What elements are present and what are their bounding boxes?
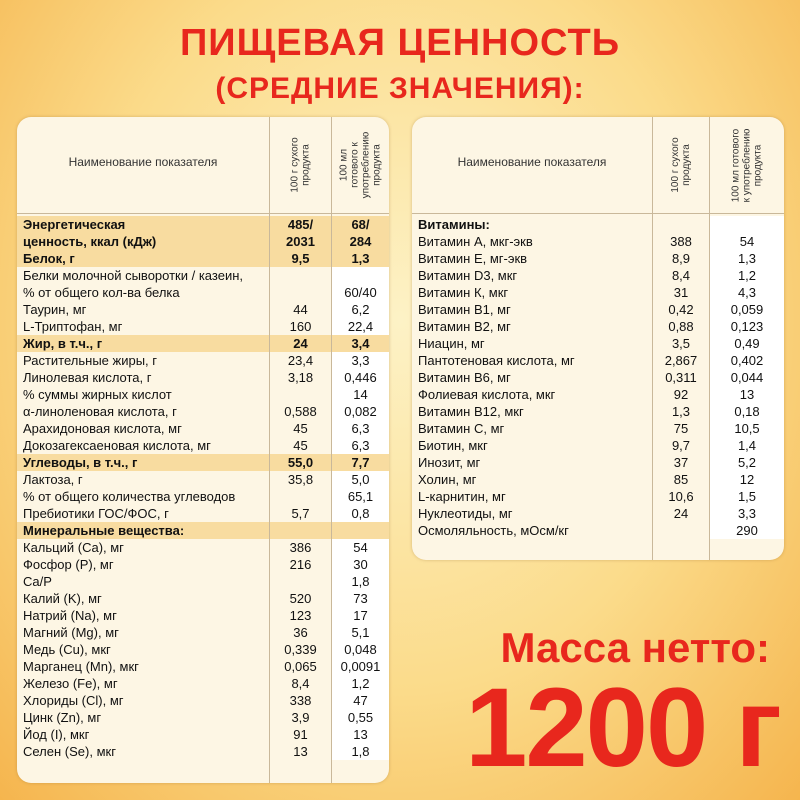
- row-label: Белки молочной сыворотки / казеин,: [23, 268, 243, 283]
- table-header: [412, 117, 784, 213]
- value-ready: 7,7: [351, 455, 370, 470]
- row-label: Витамин В6, мг: [418, 370, 511, 385]
- value-ready: 60/40: [344, 285, 377, 300]
- value-ready: 0,059: [730, 302, 764, 317]
- value-ready: 5,2: [737, 455, 757, 470]
- row-label: Железо (Fe), мг: [23, 676, 118, 691]
- value-ready: 0,044: [730, 370, 764, 385]
- row-label: Витамин В1, мг: [418, 302, 511, 317]
- table-row: [17, 692, 389, 709]
- row-label: Марганец (Mn), мкг: [23, 659, 139, 674]
- value-ready: 6,2: [351, 302, 370, 317]
- value-dry: 10,6: [668, 489, 694, 504]
- row-label: Таурин, мг: [23, 302, 87, 317]
- value-dry: 24: [293, 336, 308, 351]
- value-dry: 3,5: [671, 336, 691, 351]
- value-ready: 0,18: [734, 404, 760, 419]
- table-row: [17, 318, 389, 335]
- table-row: [17, 386, 389, 403]
- table-row: [17, 420, 389, 437]
- table-row: [17, 369, 389, 386]
- row-label: Инозит, мг: [418, 455, 481, 470]
- table-row: [412, 301, 784, 318]
- row-label: Цинк (Zn), мг: [23, 710, 102, 725]
- row-label: Витамины:: [418, 217, 490, 232]
- row-label: Витамин С, мг: [418, 421, 505, 436]
- value-dry: 0,311: [665, 370, 697, 385]
- value-ready: 1,2: [351, 676, 370, 691]
- section-row: [17, 216, 389, 233]
- value-ready: 47: [353, 693, 368, 708]
- value-ready: 0,55: [347, 710, 374, 725]
- row-label: L-карнитин, мг: [418, 489, 506, 504]
- value-ready: 0,49: [734, 336, 760, 351]
- nutrition-table-right: [412, 117, 784, 560]
- row-label: Минеральные вещества:: [23, 523, 185, 538]
- value-dry: 91: [293, 727, 308, 742]
- row-label: Ca/P: [23, 574, 52, 589]
- table-row: [17, 641, 389, 658]
- row-label: Линолевая кислота, г: [23, 370, 152, 385]
- value-dry: 35,8: [287, 472, 314, 487]
- table-row: [412, 420, 784, 437]
- value-ready: 0,0091: [340, 659, 381, 674]
- value-dry: 36: [293, 625, 308, 640]
- value-dry: 388: [670, 234, 692, 249]
- value-ready: 1,4: [737, 438, 757, 453]
- header-col-ready: 100 мл готового к употреблению продукта: [730, 128, 764, 202]
- value-dry: 2,867: [664, 353, 698, 368]
- table-row: [412, 352, 784, 369]
- value-dry: 0,42: [668, 302, 694, 317]
- value-dry: 3,18: [287, 370, 314, 385]
- value-ready: 17: [353, 608, 368, 623]
- row-label: Белок, г: [23, 251, 75, 266]
- value-ready: 5,0: [351, 472, 370, 487]
- header-col-dry: 100 г сухого продукта: [670, 137, 692, 193]
- row-label: Осмоляльность, мОсм/кг: [418, 523, 569, 538]
- value-ready: 1,5: [737, 489, 757, 504]
- value-dry: 0,588: [284, 404, 317, 419]
- value-ready: 0,8: [351, 506, 370, 521]
- table-row: [17, 284, 389, 301]
- value-ready: 1,3: [351, 251, 370, 266]
- value-dry: 8,4: [291, 676, 310, 691]
- value-dry: 45: [293, 421, 308, 436]
- table-body: [412, 216, 784, 539]
- section-row: [17, 233, 389, 250]
- table-row: [17, 488, 389, 505]
- table-row: [17, 573, 389, 590]
- value-ready: 0,446: [344, 370, 377, 385]
- value-dry: 0,339: [284, 642, 317, 657]
- table-row: [17, 437, 389, 454]
- value-dry: 75: [673, 421, 689, 436]
- table-row: [17, 743, 389, 760]
- table-row: [17, 471, 389, 488]
- value-dry: 8,4: [671, 268, 691, 283]
- row-label: % от общего количества углеводов: [23, 489, 236, 504]
- value-dry: 3,9: [291, 710, 310, 725]
- table-row: [412, 284, 784, 301]
- row-label: Селен (Se), мкг: [23, 744, 116, 759]
- value-dry: 520: [289, 591, 312, 606]
- row-label: Натрий (Na), мг: [23, 608, 117, 623]
- table-row: [17, 505, 389, 522]
- header-col-ready: 100 мл готового к употреблению продукта: [338, 131, 383, 199]
- value-ready: 3,3: [351, 353, 370, 368]
- table-row: [412, 250, 784, 267]
- row-label: Витамин В12, мкг: [418, 404, 524, 419]
- value-dry: 386: [289, 540, 312, 555]
- table-row: [17, 624, 389, 641]
- header-name: Наименование показателя: [68, 155, 218, 169]
- row-label: ценность, ккал (кДж): [23, 234, 157, 249]
- value-ready: 1,8: [351, 744, 370, 759]
- table-row: [17, 267, 389, 284]
- row-label: Пребиотики ГОС/ФОС, г: [23, 506, 169, 521]
- table-row: [17, 590, 389, 607]
- row-label: Углеводы, в т.ч., г: [23, 455, 138, 470]
- table-row: [412, 386, 784, 403]
- value-ready: 10,5: [734, 421, 760, 436]
- table-row: [412, 335, 784, 352]
- value-ready: 0,048: [344, 642, 377, 657]
- value-ready: 1,3: [737, 251, 757, 266]
- value-ready: 73: [353, 591, 368, 606]
- value-dry: 0,88: [668, 319, 694, 334]
- table-row: [17, 352, 389, 369]
- table-row: [412, 522, 784, 539]
- net-weight-value: 1200 г: [465, 665, 780, 790]
- table-row: [17, 675, 389, 692]
- value-dry: 5,7: [291, 506, 310, 521]
- row-label: Лактоза, г: [23, 472, 83, 487]
- row-label: Магний (Mg), мг: [23, 625, 119, 640]
- value-dry: 0,065: [284, 659, 317, 674]
- value-dry: 485/: [287, 217, 314, 232]
- value-dry: 1,3: [671, 404, 691, 419]
- value-ready: 65,1: [347, 489, 374, 504]
- row-label: Холин, мг: [418, 472, 477, 487]
- value-ready: 284: [349, 234, 372, 249]
- row-label: Кальций (Ca), мг: [23, 540, 124, 555]
- row-label: Энергетическая: [23, 217, 126, 232]
- table-row: [412, 403, 784, 420]
- table-row: [17, 539, 389, 556]
- table-row: [412, 437, 784, 454]
- section-row: [17, 454, 389, 471]
- value-ready: 1,8: [351, 574, 370, 589]
- value-dry: 2031: [286, 234, 315, 249]
- row-label: Витамин Е, мг-экв: [418, 251, 528, 266]
- row-label: Витамин D3, мкг: [418, 268, 518, 283]
- value-ready: 54: [739, 234, 755, 249]
- table-row: [412, 454, 784, 471]
- value-ready: 22,4: [347, 319, 374, 334]
- value-ready: 6,3: [351, 438, 370, 453]
- value-dry: 45: [293, 438, 308, 453]
- table-row: [412, 471, 784, 488]
- table-row: [17, 301, 389, 318]
- table-row: [412, 369, 784, 386]
- value-dry: 160: [289, 319, 312, 334]
- value-dry: 23,4: [287, 353, 314, 368]
- value-ready: 0,402: [730, 353, 764, 368]
- value-ready: 290: [736, 523, 758, 538]
- table-body: [17, 216, 389, 760]
- value-ready: 12: [739, 472, 755, 487]
- row-label: Хлориды (Cl), мг: [23, 693, 124, 708]
- value-ready: 0,082: [344, 404, 377, 419]
- nutrition-table-left: [17, 117, 389, 783]
- value-ready: 5,1: [351, 625, 370, 640]
- value-dry: 85: [673, 472, 689, 487]
- value-dry: 44: [293, 302, 308, 317]
- value-ready: 14: [353, 387, 368, 402]
- row-label: % суммы жирных кислот: [23, 387, 172, 402]
- value-dry: 55,0: [287, 455, 314, 470]
- table-header: [17, 117, 389, 213]
- value-ready: 3,3: [737, 506, 757, 521]
- section-row: [17, 522, 389, 539]
- value-ready: 6,3: [351, 421, 370, 436]
- table-row: [412, 488, 784, 505]
- value-ready: 68/: [351, 217, 370, 232]
- header-col-dry: 100 г сухого продукта: [289, 137, 312, 193]
- row-label: Ниацин, мг: [418, 336, 485, 351]
- table-row: [17, 726, 389, 743]
- page-subtitle: (СРЕДНИЕ ЗНАЧЕНИЯ):: [215, 72, 585, 105]
- value-dry: 9,5: [291, 251, 310, 266]
- row-label: Пантотеновая кислота, мг: [418, 353, 575, 368]
- table-row: [17, 556, 389, 573]
- row-label: Арахидоновая кислота, мг: [23, 421, 182, 436]
- value-dry: 24: [673, 506, 689, 521]
- table-row: [17, 607, 389, 624]
- value-ready: 4,3: [737, 285, 757, 300]
- table-row: [17, 403, 389, 420]
- row-label: Нуклеотиды, мг: [418, 506, 513, 521]
- page-title: ПИЩЕВАЯ ЦЕННОСТЬ: [179, 22, 621, 64]
- value-ready: 54: [353, 540, 368, 555]
- row-label: L-Триптофан, мг: [23, 319, 123, 334]
- row-label: Фолиевая кислота, мкг: [418, 387, 556, 402]
- value-ready: 0,123: [730, 319, 764, 334]
- table-row: [412, 318, 784, 335]
- value-dry: 37: [673, 455, 689, 470]
- value-dry: 92: [673, 387, 689, 402]
- value-dry: 13: [293, 744, 308, 759]
- table-row: [17, 658, 389, 675]
- table-row: [412, 505, 784, 522]
- row-label: Йод (I), мкг: [23, 727, 90, 742]
- section-row: [412, 216, 784, 233]
- value-dry: 338: [289, 693, 312, 708]
- row-label: Докозагексаеновая кислота, мг: [23, 438, 211, 453]
- row-label: Биотин, мкг: [418, 438, 488, 453]
- value-ready: 30: [353, 557, 368, 572]
- table-row: [412, 233, 784, 250]
- row-label: % от общего кол-ва белка: [23, 285, 180, 300]
- row-label: Растительные жиры, г: [23, 353, 158, 368]
- value-ready: 3,4: [351, 336, 370, 351]
- value-dry: 123: [289, 608, 312, 623]
- row-label: Жир, в т.ч., г: [23, 336, 103, 351]
- section-row: [17, 335, 389, 352]
- value-dry: 216: [289, 557, 312, 572]
- header-name: Наименование показателя: [457, 155, 607, 169]
- value-dry: 31: [673, 285, 689, 300]
- table-row: [412, 267, 784, 284]
- net-weight-label: Масса нетто:: [500, 624, 770, 671]
- table-row: [17, 709, 389, 726]
- value-ready: 13: [739, 387, 755, 402]
- row-label: α-линоленовая кислота, г: [23, 404, 177, 419]
- value-dry: 8,9: [671, 251, 691, 266]
- row-label: Фосфор (P), мг: [23, 557, 114, 572]
- value-ready: 13: [353, 727, 368, 742]
- value-dry: 9,7: [671, 438, 691, 453]
- row-label: Калий (K), мг: [23, 591, 102, 606]
- row-label: Витамин А, мкг-экв: [418, 234, 533, 249]
- row-label: Медь (Cu), мкг: [23, 642, 111, 657]
- value-ready: 1,2: [737, 268, 757, 283]
- row-label: Витамин К, мкг: [418, 285, 509, 300]
- section-row: [17, 250, 389, 267]
- row-label: Витамин В2, мг: [418, 319, 511, 334]
